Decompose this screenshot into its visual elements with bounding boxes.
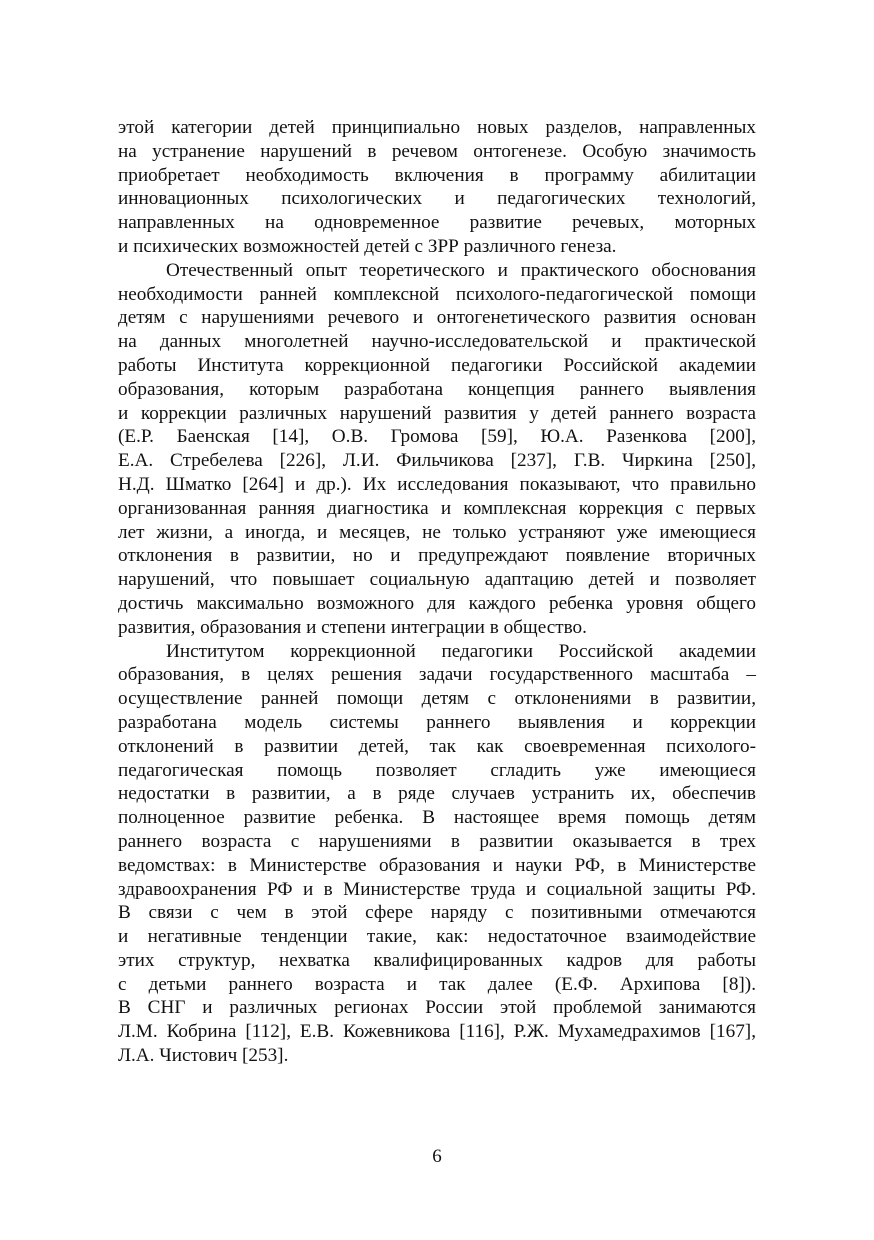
text-line: лет жизни, а иногда, и месяцев, не только устраняют уже имеющиеся	[118, 521, 756, 543]
text-line: Л.А. Чистович [253].	[118, 1045, 289, 1067]
text-line: этой категории детей принципиально новых разделов, направленных	[118, 117, 756, 138]
text-line: раннего возраста с нарушениями в развитии оказывается в трех	[118, 830, 756, 852]
text-line: этих структур, нехватка квалифицированных кадров для работы	[118, 949, 756, 971]
text-line: работы Института коррекционной педагогики Российской академии	[118, 354, 756, 376]
text-line: Институтом коррекционной педагогики Российской академии	[166, 640, 756, 662]
text-line: организованная ранняя диагностика и комплексная коррекция с первых	[118, 497, 756, 519]
document-body	[118, 116, 756, 1068]
text-line: разработана модель системы раннего выявления и коррекции	[118, 711, 756, 733]
text-line: В связи с чем в этой сфере наряду с позитивными отмечаются	[118, 902, 756, 924]
page-number-text: 6	[432, 1146, 442, 1167]
text-line: направленных на одновременное развитие речевых, моторных	[118, 212, 756, 234]
text-line: достичь максимально возможного для каждого ребенка уровня общего	[118, 592, 756, 614]
text-line: и коррекции различных нарушений развития у детей раннего возраста	[118, 402, 756, 424]
text-line: осуществление ранней помощи детям с отклонениями в развитии,	[118, 688, 756, 710]
text-line: полноценное развитие ребенка. В настоящее время помощь детям	[118, 807, 756, 829]
text-line: с детьми раннего возраста и так далее (Е.Ф. Архипова [8]).	[118, 973, 756, 995]
paragraph	[118, 259, 756, 640]
text-line: Е.А. Стребелева [226], Л.И. Фильчикова [237], Г.В. Чиркина [250],	[118, 450, 756, 472]
text-line: (Е.Р. Баенская [14], О.В. Громова [59], Ю.А. Разенкова [200],	[118, 426, 756, 448]
text-line: приобретает необходимость включения в программу абилитации	[118, 164, 756, 186]
text-line: нарушений, что повышает социальную адаптацию детей и позволяет	[118, 569, 756, 591]
text-line: и психических возможностей детей с ЗРР различного генеза.	[118, 235, 617, 257]
text-line: образования, которым разработана концепция раннего выявления	[118, 378, 756, 400]
text-line: на данных многолетней научно-исследовательской и практической	[118, 331, 756, 353]
text-line: детям с нарушениями речевого и онтогенетического развития основан	[118, 307, 756, 329]
text-line: Н.Д. Шматко [264] и др.). Их исследования показывают, что правильно	[118, 473, 756, 495]
text-line: недостатки в развитии, а в ряде случаев устранить их, обеспечив	[118, 783, 756, 805]
text-line: развития, образования и степени интеграции в общество.	[118, 616, 587, 638]
text-line: инновационных психологических и педагогических технологий,	[118, 188, 756, 210]
text-line: на устранение нарушений в речевом онтогенезе. Особую значимость	[118, 140, 756, 162]
text-line: Отечественный опыт теоретического и практического обоснования	[166, 259, 756, 281]
paragraph	[118, 116, 756, 259]
text-line: педагогическая помощь позволяет сгладить уже имеющиеся	[118, 759, 756, 781]
text-line: Л.М. Кобрина [112], Е.В. Кожевникова [116], Р.Ж. Мухамедрахимов [167],	[118, 1021, 756, 1043]
page-number	[0, 1146, 874, 1168]
text-line: В СНГ и различных регионах России этой проблемой занимаются	[118, 997, 756, 1019]
paragraph	[118, 640, 756, 1068]
text-line: отклонения в развитии, но и предупреждают появление вторичных	[118, 545, 756, 567]
text-line: отклонений в развитии детей, так как своевременная психолого-	[118, 735, 756, 757]
text-line: и негативные тенденции такие, как: недостаточное взаимодействие	[118, 926, 756, 948]
text-line: ведомствах: в Министерстве образования и науки РФ, в Министерстве	[118, 854, 756, 876]
text-line: образования, в целях решения задачи государственного масштаба –	[118, 664, 756, 686]
text-line: необходимости ранней комплексной психолого-педагогической помощи	[118, 283, 756, 305]
text-line: здравоохранения РФ и в Министерстве труда и социальной защиты РФ.	[118, 878, 756, 900]
